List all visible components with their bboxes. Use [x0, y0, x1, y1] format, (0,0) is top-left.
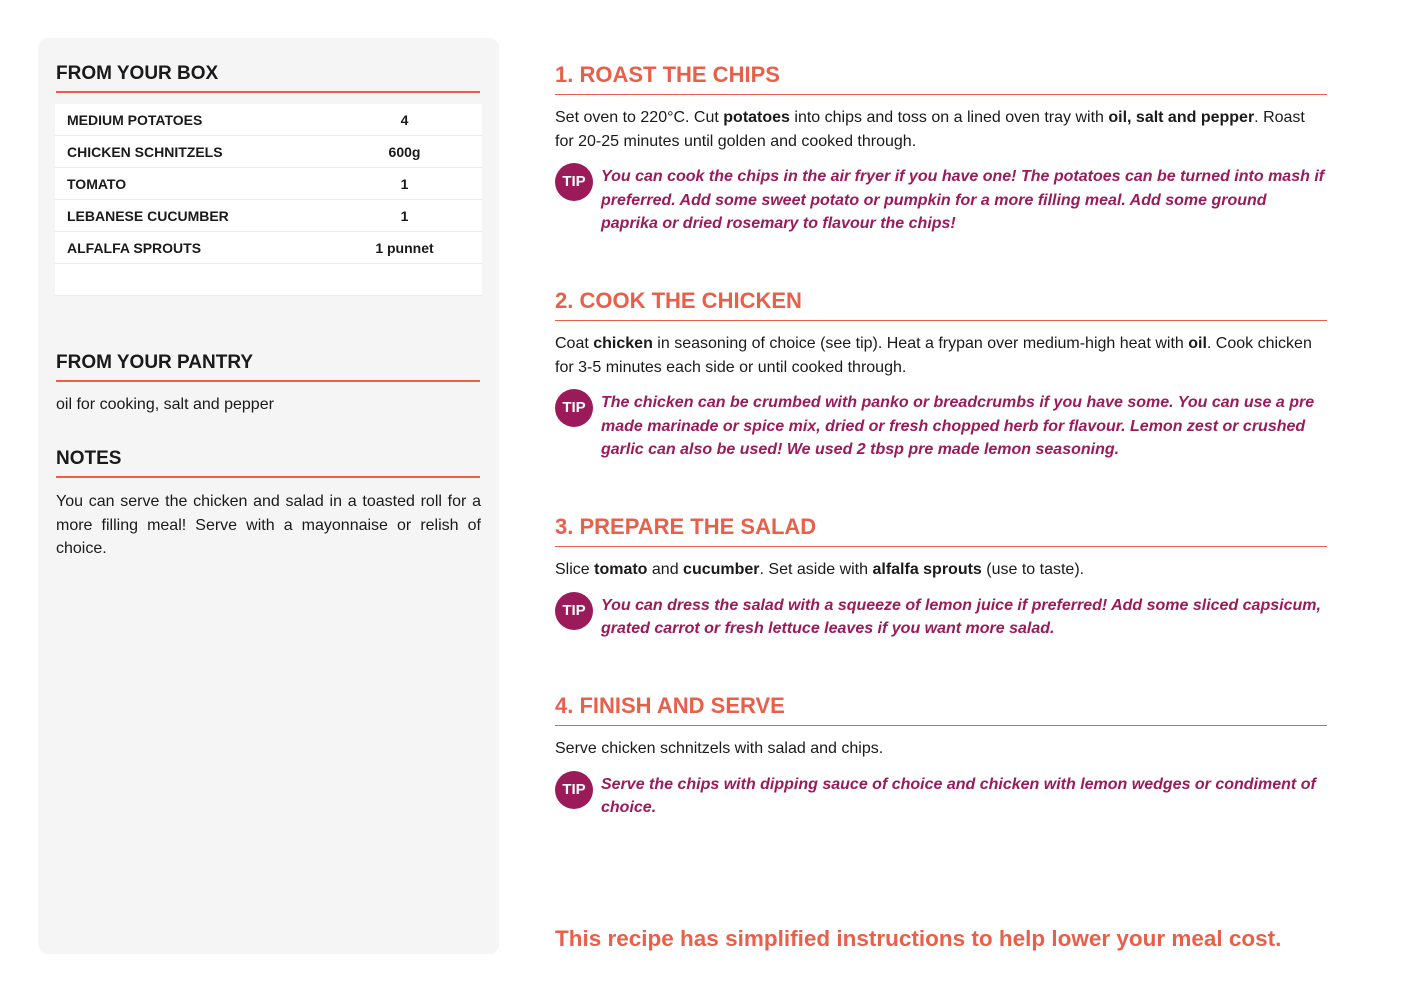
table-row — [55, 200, 482, 232]
step-title: 4. FINISH AND SERVE — [555, 693, 1327, 726]
ingredient-name: LEBANESE CUCUMBER — [67, 207, 229, 224]
step-3 — [555, 514, 1327, 641]
table-row — [55, 232, 482, 264]
step-4 — [555, 693, 1327, 820]
from-your-pantry-heading: FROM YOUR PANTRY — [56, 352, 480, 382]
ingredient-highlight: alfalfa sprouts — [872, 561, 982, 578]
text-run: Slice — [555, 561, 595, 578]
tip-text: You can dress the salad with a squeeze of lemon juice if preferred! Add some sliced capsicum, grated carrot or fresh lettuce leaves if you want more salad. — [601, 596, 1321, 637]
text-run: . Roast for 20-25 minutes until golden and cooked through. — [555, 109, 1305, 150]
text-run: . Cook chicken for 3-5 minutes each side or until cooked through. — [555, 335, 1312, 376]
ingredient-qty: 1 — [400, 175, 409, 192]
tip-text: Serve the chips with dipping sauce of choice and chicken with lemon wedges or condiment of choice. — [601, 775, 1316, 816]
ingredient-highlight: oil — [1188, 335, 1207, 352]
notes-text: You can serve the chicken and salad in a toasted roll for a more filling meal! Serve with a mayonnaise or relish of choice. — [56, 493, 481, 557]
step-title: 2. COOK THE CHICKEN — [555, 288, 1327, 321]
ingredient-name: CHICKEN SCHNITZELS — [67, 143, 223, 160]
ingredient-highlight: chicken — [593, 335, 653, 352]
table-row-empty — [55, 264, 482, 296]
notes-heading: NOTES — [56, 448, 480, 478]
tip-text: The chicken can be crumbed with panko or breadcrumbs if you have some. You can use a pre made marinade or spice mix, dried or fresh chopped herb for flavour. Lemon zest or crushed garlic can also be used! We used 2 tbsp pre made lemon seasoning. — [601, 394, 1315, 458]
text-run: into chips and toss on a lined oven tray with — [789, 109, 1109, 126]
table-row — [55, 104, 482, 136]
tip-badge-icon: TIP — [555, 389, 593, 427]
text-run: Serve chicken schnitzels with salad and chips. — [555, 740, 884, 757]
ingredient-highlight: cucumber — [683, 561, 760, 578]
step-2 — [555, 288, 1327, 462]
step-body — [555, 558, 1327, 582]
ingredient-qty: 600g — [388, 143, 421, 160]
ingredient-qty: 1 punnet — [375, 239, 434, 256]
step-title: 3. PREPARE THE SALAD — [555, 514, 1327, 547]
footer-note: This recipe has simplified instructions to help lower your meal cost. — [555, 926, 1282, 951]
ingredients-table — [55, 104, 482, 296]
ingredient-name: TOMATO — [67, 175, 127, 192]
tip-badge-icon: TIP — [555, 592, 593, 630]
text-run: in seasoning of choice (see tip). Heat a frypan over medium-high heat with — [652, 335, 1189, 352]
ingredient-qty: 4 — [400, 111, 409, 128]
pantry-text: oil for cooking, salt and pepper — [56, 396, 274, 413]
text-run: and — [647, 561, 684, 578]
table-row — [55, 136, 482, 168]
text-run: Set oven to 220°C. Cut — [555, 109, 724, 126]
tip — [555, 773, 1327, 820]
tip — [555, 594, 1327, 641]
step-1 — [555, 62, 1327, 236]
table-row — [55, 168, 482, 200]
tip-badge-icon: TIP — [555, 163, 593, 201]
ingredient-qty: 1 — [400, 207, 409, 224]
ingredient-highlight: oil, salt and pepper — [1108, 109, 1255, 126]
step-title: 1. ROAST THE CHIPS — [555, 62, 1327, 95]
tip — [555, 391, 1327, 462]
ingredient-highlight: potatoes — [723, 109, 790, 126]
tip-badge-icon: TIP — [555, 771, 593, 809]
step-body — [555, 737, 1327, 761]
ingredient-name: ALFALFA SPROUTS — [67, 239, 202, 256]
text-run: . Set aside with — [759, 561, 873, 578]
tip-text: You can cook the chips in the air fryer if you have one! The potatoes can be turned into mash if preferred. Add some sweet potato or pumpkin for a more filling meal. Add some ground paprika or dried rosemary to flavour the chips! — [601, 168, 1325, 232]
ingredients-sidebar — [38, 38, 499, 954]
ingredient-highlight: tomato — [594, 561, 648, 578]
step-body — [555, 332, 1327, 379]
text-run: Coat — [555, 335, 594, 352]
tip — [555, 165, 1327, 236]
step-body — [555, 106, 1327, 153]
text-run: (use to taste). — [981, 561, 1085, 578]
ingredient-name: MEDIUM POTATOES — [67, 111, 203, 128]
from-your-box-heading: FROM YOUR BOX — [56, 63, 480, 93]
